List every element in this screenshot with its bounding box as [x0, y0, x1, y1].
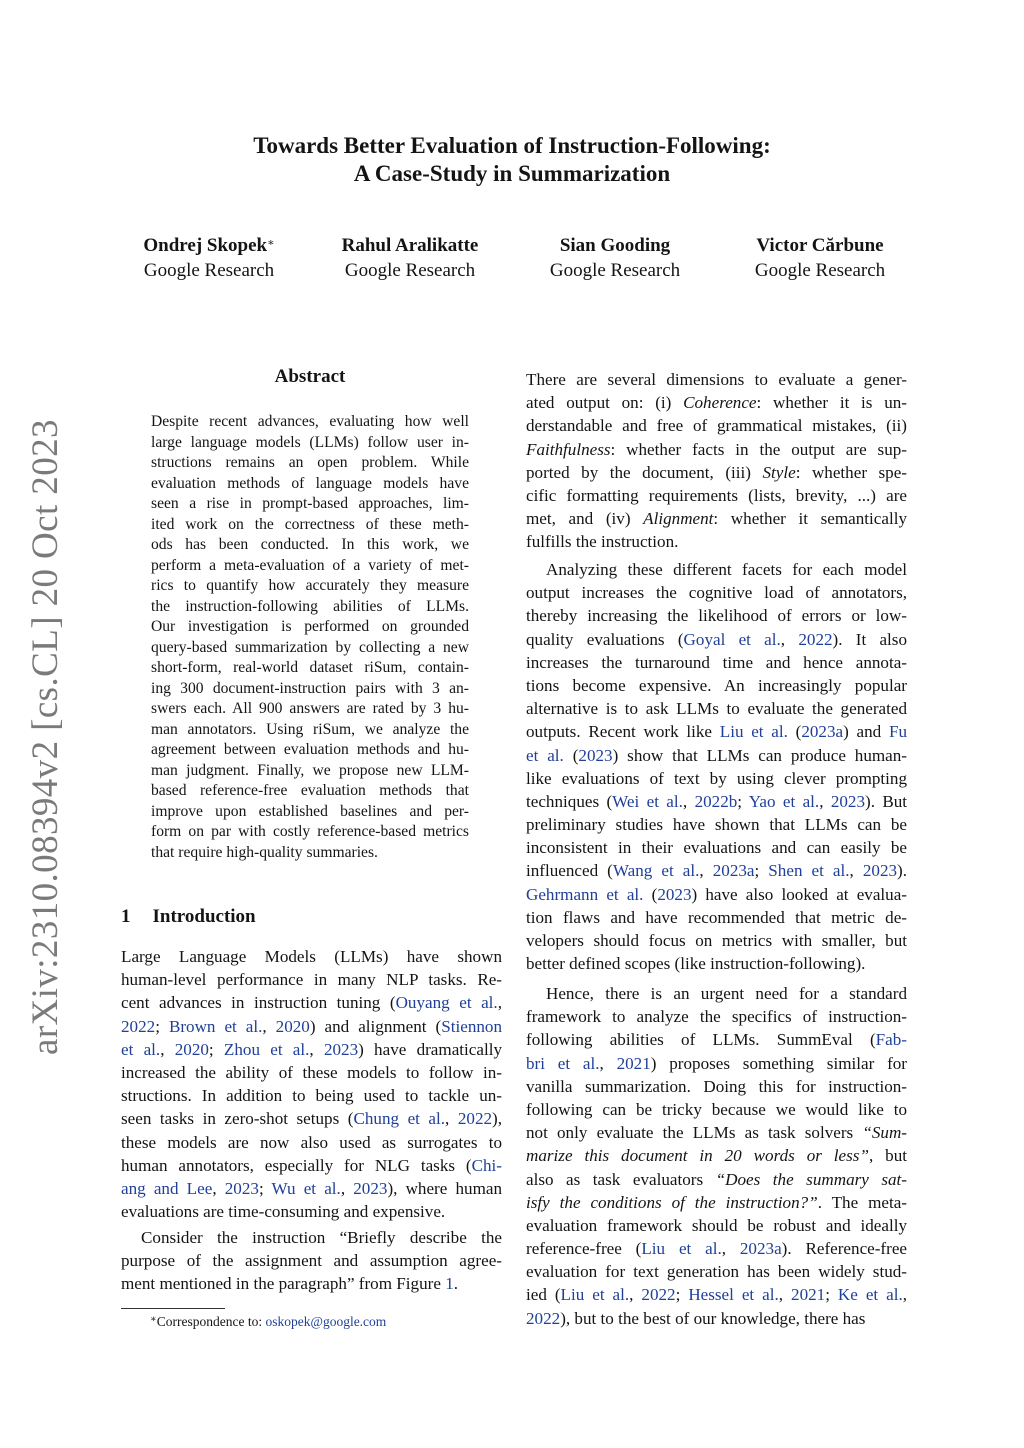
abstract-line: ited work on the correctness of these meth- — [151, 515, 469, 533]
text-line — [526, 1168, 907, 1191]
abstract-line: based reference-free evaluation methods that — [151, 782, 469, 799]
abstract-line: Our investigation is performed on grounded — [151, 618, 469, 635]
text-line — [526, 906, 907, 929]
citation-link[interactable]: 2023 — [323, 1039, 359, 1059]
text-run: , — [849, 861, 863, 881]
citation-link[interactable]: 2022 — [641, 1285, 676, 1305]
text-run: ; — [737, 791, 749, 811]
text-run: ), — [492, 1109, 502, 1129]
text-run: , — [309, 1039, 324, 1059]
author-affiliation: Google Research — [344, 260, 476, 281]
text-run: following abilities of LLMs. SummEval ( — [526, 1030, 876, 1050]
intro-paragraph-2 — [121, 1226, 502, 1296]
citation-link[interactable]: 2023 — [578, 745, 613, 765]
citation-link[interactable]: Chi- — [471, 1155, 502, 1175]
text-line — [121, 1200, 502, 1223]
text-run: , but — [868, 1146, 907, 1166]
text-run: , — [778, 1285, 792, 1305]
text-line — [526, 1005, 907, 1028]
text-run: better defined scopes (like instruction-following). — [526, 954, 866, 974]
text-run: evaluation framework should be robust and ideally — [526, 1215, 907, 1235]
abstract-line: improve upon established baselines and per- — [151, 802, 469, 820]
text-run: Analyzing these different facets for each model — [546, 560, 907, 579]
text-run: quality evaluations ( — [526, 629, 684, 649]
citation-link[interactable]: 2020 — [174, 1039, 209, 1059]
author-footnote-mark: ∗ — [267, 237, 275, 249]
citation-link[interactable]: Yao et al. — [748, 791, 820, 811]
text-line — [526, 1260, 907, 1283]
text-run: techniques ( — [526, 791, 613, 811]
author-affiliation: Google Research — [549, 260, 681, 281]
citation-link[interactable]: Fab- — [875, 1030, 907, 1050]
text-line — [121, 1061, 502, 1084]
emphasis-text: isfy the conditions of the instruction?” — [526, 1192, 818, 1212]
text-line — [526, 414, 907, 437]
citation-link[interactable]: Hessel et al. — [688, 1285, 779, 1305]
text-line — [121, 968, 502, 991]
text-run: outputs. Recent work like — [526, 722, 720, 742]
text-run: , — [497, 993, 502, 1013]
citation-link[interactable]: Ouyang et al. — [395, 993, 498, 1013]
text-run: reference-free ( — [526, 1239, 642, 1259]
text-line — [526, 790, 907, 813]
text-run: ( — [643, 884, 658, 904]
text-run: cent advances in instruction tuning ( — [121, 993, 396, 1013]
text-line — [526, 438, 907, 461]
text-run: ) show that LLMs can produce human- — [612, 745, 907, 765]
citation-link[interactable]: 2021 — [616, 1053, 651, 1073]
text-run: ; — [825, 1285, 838, 1305]
text-run: tion flaws and have recommended that metric de- — [526, 907, 907, 927]
citation-link[interactable]: 2023a — [801, 722, 844, 742]
author-1 — [109, 233, 309, 283]
text-run: Large Language Models (LLMs) have shown — [121, 947, 502, 966]
text-line — [526, 1028, 907, 1051]
text-line — [526, 1098, 907, 1121]
text-line — [526, 883, 907, 906]
text-line — [526, 697, 907, 720]
text-run: , — [160, 1039, 175, 1059]
text-line — [526, 674, 907, 697]
citation-link[interactable]: Liu et al. — [719, 722, 788, 742]
abstract-line: man judgment. Finally, we propose new LLM- — [151, 761, 469, 779]
text-run: ; — [258, 1178, 272, 1198]
text-run: alternative is to ask LLMs to evaluate the generated — [526, 699, 907, 719]
citation-link[interactable]: Wu et al. — [271, 1178, 341, 1198]
text-run: vanilla summarization. Doing this for instruction- — [526, 1076, 907, 1096]
text-run: , — [629, 1285, 642, 1305]
citation-link[interactable]: 2023 — [657, 884, 692, 904]
section-number: 1 — [121, 906, 131, 927]
right-paragraph-3 — [526, 982, 907, 1330]
paper-title-line-1: Towards Better Evaluation of Instruction-Following: — [253, 133, 771, 158]
text-run: influenced ( — [526, 861, 613, 881]
citation-link[interactable]: et al. — [121, 1039, 161, 1059]
emphasis-text: Faithfulness — [526, 439, 611, 459]
citation-link[interactable]: Ke et al. — [837, 1285, 903, 1305]
text-line — [526, 767, 907, 790]
text-line — [526, 1121, 907, 1144]
abstract-line: Despite recent advances, evaluating how well — [151, 413, 469, 430]
abstract-line: man annotators. Using riSum, we analyze the — [151, 720, 469, 738]
abstract-line: ods has been conducted. In this work, we — [151, 536, 469, 553]
abstract-line: evaluation methods of language models have — [151, 474, 469, 492]
text-line — [526, 530, 907, 553]
text-run: following can be tricky because we would like to — [526, 1099, 907, 1119]
text-run: , — [780, 629, 799, 649]
citation-link[interactable]: Zhou et al. — [223, 1039, 310, 1059]
text-run: met, and (iv) — [526, 509, 644, 529]
text-line — [526, 604, 907, 627]
citation-link[interactable]: Stiennon — [441, 1016, 503, 1036]
text-run: ) have dramatically — [358, 1039, 502, 1059]
text-run: velopers should focus on metrics with smaller, but — [526, 931, 907, 950]
text-line — [526, 982, 907, 1005]
citation-link[interactable]: Liu et al. — [641, 1239, 722, 1259]
citation-link[interactable]: 2020 — [275, 1016, 310, 1036]
text-line — [526, 1075, 907, 1098]
text-run: human-level performance in many NLP tasks. Re- — [121, 970, 502, 990]
abstract-body — [151, 412, 469, 863]
text-run: output increases the cognitive load of annotators, — [526, 583, 907, 603]
text-run: tions become expensive. An increasingly popular — [526, 675, 907, 695]
text-line — [526, 929, 907, 952]
abstract-line: short-form, real-world dataset riSum, contain- — [151, 659, 469, 676]
emphasis-text: “Does the summary sat- — [715, 1169, 908, 1189]
text-run: inconsistent in their evaluations and can easily be — [526, 838, 907, 858]
text-line — [526, 651, 907, 674]
text-line — [526, 507, 907, 530]
text-line — [526, 836, 907, 859]
text-run: , — [212, 1178, 225, 1198]
text-line — [526, 1283, 907, 1306]
citation-link[interactable]: Liu et al. — [560, 1285, 630, 1305]
text-run: human annotators, especially for NLG tasks ( — [121, 1155, 472, 1175]
text-line — [526, 720, 907, 743]
text-line — [121, 991, 502, 1014]
text-run: : whether it semantically — [713, 509, 907, 529]
citation-link[interactable]: Wei et al. — [612, 791, 683, 811]
text-run: not only evaluate the LLMs as task solvers — [526, 1123, 863, 1143]
citation-link[interactable]: 2022 — [457, 1109, 493, 1129]
abstract-line: form on par with costly reference-based metrics — [151, 823, 469, 840]
text-run: , — [721, 1239, 740, 1259]
text-line — [526, 1307, 907, 1330]
author-2 — [310, 233, 510, 283]
text-line — [526, 484, 907, 507]
citation-link[interactable]: 2022 — [526, 1308, 561, 1328]
emphasis-text: Alignment — [643, 509, 714, 529]
intro-paragraph-1 — [121, 945, 502, 1223]
text-line — [121, 1015, 502, 1038]
text-line — [526, 859, 907, 882]
citation-link[interactable]: 2023 — [830, 791, 866, 811]
citation-link[interactable]: Brown et al. — [168, 1016, 263, 1036]
text-run: like evaluations of text by using clever prompting — [526, 768, 907, 788]
text-line — [121, 1272, 502, 1295]
citation-link[interactable]: 1 — [445, 1274, 454, 1294]
citation-link[interactable]: Goyal et al. — [683, 629, 781, 649]
text-line — [526, 368, 907, 391]
citation-link[interactable]: Wang et al. — [612, 861, 700, 881]
text-line — [526, 391, 907, 414]
citation-link[interactable]: 2023 — [353, 1178, 388, 1198]
text-run: ). It also — [832, 629, 907, 649]
abstract-heading: Abstract — [274, 366, 346, 387]
text-line — [526, 952, 907, 975]
citation-link[interactable]: Chung et al. — [353, 1109, 446, 1129]
abstract-line: ing 300 document-instruction pairs with 3 an- — [151, 679, 469, 697]
text-run: : whether it is un- — [756, 393, 907, 413]
email-link[interactable]: oskopek@google.com — [265, 1314, 387, 1329]
text-run: ( — [563, 745, 579, 765]
text-run: evaluation for text generation has been widely stud- — [526, 1262, 907, 1282]
text-run: thereby increasing the likelihood of errors or low- — [526, 606, 907, 626]
text-run: purpose of the assignment and assumption agree- — [121, 1251, 502, 1271]
text-line — [526, 744, 907, 767]
section-title: Introduction — [152, 906, 256, 927]
text-run: , — [262, 1016, 276, 1036]
text-line — [121, 1249, 502, 1272]
text-run: these models are now also used as surrogates to — [121, 1132, 502, 1152]
text-line — [526, 581, 907, 604]
text-line — [526, 1237, 907, 1260]
text-run: ), but to the best of our knowledge, there has — [560, 1308, 866, 1328]
emphasis-text: marize this document in 20 words or less” — [526, 1146, 869, 1166]
text-line — [121, 1177, 502, 1200]
arxiv-identifier-sidebar: arXiv:2310.08394v2 [cs.CL] 20 Oct 2023 — [25, 419, 66, 1055]
text-run: ). — [897, 861, 908, 881]
footnote-rule — [121, 1308, 225, 1309]
text-run: , — [819, 791, 831, 811]
text-run: ; — [155, 1016, 169, 1036]
text-run: , — [340, 1178, 354, 1198]
text-run: derstandable and free of grammatical mistakes, (ii) — [526, 416, 907, 436]
author-name: Ondrej Skopek — [143, 235, 268, 256]
abstract-line: that require high-quality summaries. — [151, 843, 378, 861]
paper-title-line-2: A Case-Study in Summarization — [353, 161, 671, 186]
text-run: : whether facts in the output are sup- — [610, 439, 907, 459]
text-run: framework to analyze the specifics of instruction- — [526, 1007, 907, 1027]
citation-link[interactable]: 2022b — [694, 791, 738, 811]
abstract-line: perform a meta-evaluation of a variety of met- — [151, 556, 469, 574]
text-run: . — [453, 1274, 459, 1294]
text-line — [121, 1131, 502, 1154]
text-run: also as task evaluators — [526, 1169, 716, 1189]
text-line — [526, 1052, 907, 1075]
abstract-line: swers each. All 900 answers are rated by 3 hu- — [151, 700, 469, 717]
abstract-line: query-based summarization by collecting a new — [151, 638, 469, 656]
right-paragraph-2 — [526, 558, 907, 975]
author-4 — [720, 233, 920, 283]
citation-link[interactable]: et al. — [526, 745, 564, 765]
text-run: ; — [675, 1285, 689, 1305]
text-run: ) and — [843, 722, 889, 742]
text-line — [526, 628, 907, 651]
text-run: ) have also looked at evalua- — [691, 884, 908, 904]
text-line — [526, 1144, 907, 1167]
abstract-line: rics to quantify how accurately they measure — [151, 577, 469, 594]
text-run: ), where human — [387, 1178, 503, 1198]
text-run: ). Reference-free — [781, 1239, 907, 1259]
footnote — [150, 1313, 386, 1331]
text-run: increased the ability of these models to follow in- — [121, 1062, 502, 1082]
citation-link[interactable]: 2021 — [791, 1285, 826, 1305]
text-run: cific formatting requirements (lists, brevity, ...) are — [526, 485, 907, 505]
text-line — [121, 1226, 502, 1249]
text-run: structions. In addition to being used to tackle un- — [121, 1086, 502, 1106]
author-affiliation: Google Research — [754, 260, 886, 281]
abstract-line: seen a rise in prompt-based approaches, lim- — [151, 495, 469, 512]
footnote-text: Correspondence to: — [156, 1314, 266, 1329]
abstract-line: agreement between evaluation methods and hu- — [151, 741, 469, 758]
text-run: , — [682, 791, 695, 811]
author-3 — [515, 233, 715, 283]
citation-link[interactable]: 2023a — [712, 861, 755, 881]
text-run: , — [599, 1053, 617, 1073]
text-line — [526, 1214, 907, 1237]
text-run: Consider the instruction “Briefly describe the — [141, 1228, 502, 1247]
text-run: increases the turnaround time and hence annota- — [526, 652, 907, 672]
text-line — [121, 1084, 502, 1107]
text-run: Hence, there is an urgent need for a standard — [546, 984, 907, 1003]
citation-link[interactable]: 2023 — [862, 861, 898, 881]
text-line — [526, 461, 907, 484]
text-run: seen tasks in zero-shot setups ( — [121, 1109, 354, 1129]
text-run: , — [902, 1285, 908, 1305]
text-line — [526, 1191, 907, 1214]
author-name: Rahul Aralikatte — [341, 235, 479, 256]
text-run: ; — [208, 1039, 224, 1059]
right-paragraph-1 — [526, 368, 907, 554]
text-run: , — [445, 1109, 458, 1129]
text-run: ( — [787, 722, 802, 742]
text-line — [121, 945, 502, 968]
emphasis-text: Coherence — [683, 393, 757, 413]
text-run: ied ( — [526, 1285, 561, 1305]
text-line — [526, 813, 907, 836]
abstract-line: structions remains an open problem. While — [151, 454, 469, 471]
text-run: ; — [754, 861, 769, 881]
citation-link[interactable]: 2022 — [121, 1016, 156, 1036]
text-line — [121, 1154, 502, 1177]
text-run: : whether spe- — [795, 462, 907, 482]
abstract-line: the instruction-following abilities of LLMs. — [151, 597, 469, 615]
text-run: ated output on: (i) — [526, 393, 684, 413]
text-run: ment mentioned in the paragraph” from Figure — [121, 1274, 446, 1294]
text-line — [121, 1038, 502, 1061]
abstract-line: large language models (LLMs) follow user in- — [151, 433, 469, 451]
emphasis-text: Style — [762, 462, 796, 482]
text-run: preliminary studies have shown that LLMs can be — [526, 815, 907, 835]
text-run: fulfills the instruction. — [526, 532, 679, 552]
text-line — [121, 1107, 502, 1130]
citation-link[interactable]: 2023a — [739, 1239, 782, 1259]
footnote-mark: ∗ — [150, 1314, 157, 1325]
text-run: ) proposes something similar for — [650, 1053, 908, 1073]
author-name: Sian Gooding — [559, 235, 671, 256]
text-run: ) and alignment ( — [309, 1016, 442, 1036]
citation-link[interactable]: ang and Lee — [121, 1178, 213, 1198]
text-run: . The meta- — [817, 1192, 907, 1212]
text-run: evaluations are time-consuming and expensive. — [121, 1202, 446, 1222]
text-run: There are several dimensions to evaluate a gener- — [526, 370, 907, 389]
citation-link[interactable]: Fu — [888, 722, 907, 742]
text-run: , — [699, 861, 713, 881]
author-name: Victor Cărbune — [756, 235, 884, 256]
author-affiliation: Google Research — [143, 260, 275, 281]
text-line — [526, 558, 907, 581]
emphasis-text: “Sum- — [862, 1123, 907, 1143]
citation-link[interactable]: 2022 — [798, 629, 833, 649]
citation-link[interactable]: Gehrmann et al. — [526, 884, 644, 904]
citation-link[interactable]: 2023 — [224, 1178, 259, 1198]
section-heading-introduction — [121, 906, 256, 928]
text-run: ported by the document, (iii) — [526, 462, 763, 482]
citation-link[interactable]: bri et al. — [526, 1053, 600, 1073]
text-run: ). But — [865, 791, 908, 811]
citation-link[interactable]: Shen et al. — [768, 861, 850, 881]
